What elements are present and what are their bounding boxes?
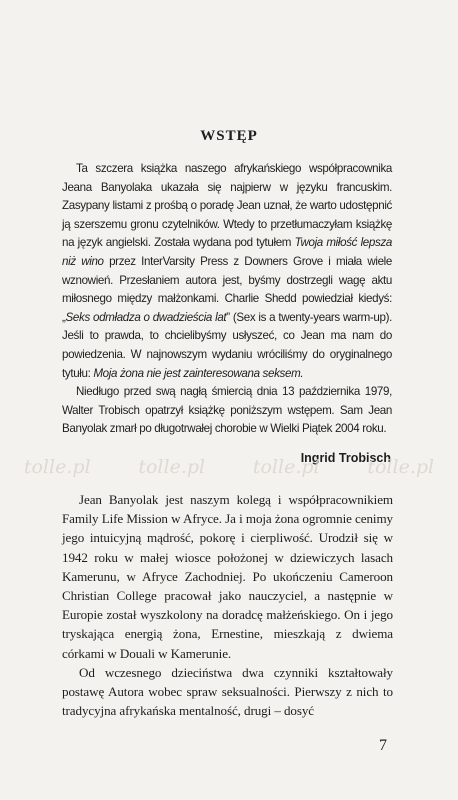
watermark-text: tolle.pl xyxy=(367,456,435,478)
intro-text-segment: Ta szczera książka naszego afrykańskiego współpracownika Jeana Banyolaka ukazała się najpierw w języku francuskim. Zasypany listami z prośbą o poradę Jean uznał, że warto udostępnić ją szerszemu gronu czytelników. Wtedy to przetłumaczyłam książkę na język angielski. Została wydana pod tytułem xyxy=(62,162,392,250)
body-paragraph-1: Jean Banyolak jest naszym kolegą i współpracownikiem Family Life Mission w Afryce. Ja i moja żona ogromnie cenimy jego intuicyjną mądrość, pokorę i cierpliwość. Urodził się w 1942 roku w małej wiosce położonej w dziewiczych lasach Kamerunu, w Afryce Zachodniej. Po ukończeniu Cameroon Christian College pracował jako nauczyciel, a następnie w Europie został wyszkolony na doradcę małżeńskiego. On i jego tryskająca energią żona, Ernestine, mieszkają z dwiema córkami w Douali w Kamerunie. xyxy=(62,492,393,661)
quote-italic: Seks odmładza o dwadzieścia lat xyxy=(65,310,227,324)
book-title-italic: Twoja miłość lepsza niż wino xyxy=(62,236,392,268)
author-signature: Ingrid Trobisch xyxy=(300,451,391,465)
body-paragraph-2: Od wczesnego dzieciństwa dwa czynniki kształtowały postawę Autora wobec spraw seksualności. Pierwszy z nich to tradycyjna afrykańska mentalność, drugi – dosyć xyxy=(62,664,393,719)
introduction-note xyxy=(62,160,392,439)
chapter-heading: WSTĘP xyxy=(200,128,258,144)
page-number: 7 xyxy=(379,737,387,754)
watermark-text: tolle.pl xyxy=(23,456,91,478)
intro-text-segment: ” (Sex is a twenty-years warm-up). Jeśli to prawda, to chcielibyśmy usłyszeć, co Jean ma nam do powiedzenia. W najnowszym wydaniu wróciliśmy do oryginalnego tytułu: xyxy=(62,310,392,380)
intro-text-segment: przez InterVarsity Press z Downers Grove i miała wiele wznowień. Przesłaniem autora jest, byśmy dostrzegli wagę aktu miłosnego między małżonkami. Charlie Shedd powiedział kiedyś: „ xyxy=(62,254,393,324)
intro-paragraph-1 xyxy=(62,160,392,383)
main-text xyxy=(62,490,393,720)
book-title-italic: Moja żona nie jest zainteresowana seksem. xyxy=(93,366,304,380)
watermark-text: tolle.pl xyxy=(252,456,320,478)
watermark-text: tolle.pl xyxy=(138,456,206,478)
intro-paragraph-2: Niedługo przed swą nagłą śmiercią dnia 13 października 1979, Walter Trobisch opatrzył książkę poniższym wstępem. Sam Jean Banyolak zmarł po długotrwałej chorobie w Wielki Piątek 2004 roku. xyxy=(62,385,392,436)
